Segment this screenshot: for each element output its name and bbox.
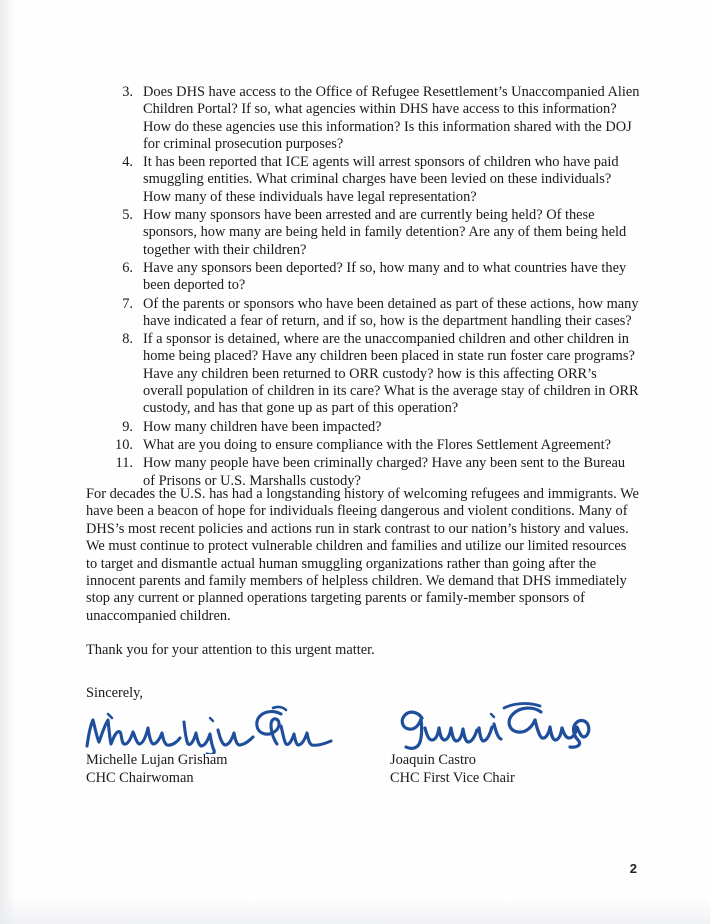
list-item-number: 4. xyxy=(122,154,133,171)
signature-block xyxy=(86,716,646,787)
signature-castro-icon xyxy=(392,698,592,754)
closing-salutation: Sincerely, xyxy=(86,685,144,701)
list-item xyxy=(104,84,640,153)
list-item-text: How many people have been criminally charged? Have any been sent to the Bureau of Prisons or U.S. Marshalls custody? xyxy=(143,455,626,489)
list-item xyxy=(104,296,640,331)
signatory-name: Joaquin Castro xyxy=(390,752,476,768)
list-item xyxy=(104,207,640,259)
list-item xyxy=(104,331,640,417)
page-number: 2 xyxy=(629,861,637,876)
signatory-title: CHC Chairwoman xyxy=(86,769,194,786)
list-item-number: 6. xyxy=(122,259,133,276)
signature-grisham-icon xyxy=(84,702,334,754)
scan-edge-artifact-left xyxy=(0,0,16,924)
question-list xyxy=(104,84,640,491)
list-item-text: It has been reported that ICE agents will arrest sponsors of children who have paid smuggling entities. What criminal charges have been levied on these individuals? How many of these individuals have legal representation? xyxy=(143,154,619,205)
list-item-text: How many children have been impacted? xyxy=(143,418,382,435)
list-item xyxy=(104,437,640,454)
scan-edge-artifact-bottom xyxy=(0,898,710,924)
list-item xyxy=(104,419,640,436)
closing-body xyxy=(86,486,639,677)
list-item-number: 9. xyxy=(122,418,133,435)
list-item-number: 8. xyxy=(122,331,133,348)
signatory-name: Michelle Lujan Grisham xyxy=(86,752,228,768)
list-item-text: How many sponsors have been arrested and are currently being held? Of these sponsors, how many are being held in family detention? Are any of them being held together with their children? xyxy=(143,207,627,258)
signatory-grisham xyxy=(86,716,386,787)
list-item-number: 5. xyxy=(122,207,133,224)
list-item xyxy=(104,154,640,206)
list-item-number: 7. xyxy=(122,295,133,312)
list-item-text: What are you doing to ensure compliance with the Flores Settlement Agreement? xyxy=(143,436,611,453)
closing-paragraph-2: Thank you for your attention to this urgent matter. xyxy=(86,642,375,659)
signatory-title: CHC First Vice Chair xyxy=(390,769,515,786)
list-item xyxy=(104,260,640,295)
signatory-castro xyxy=(386,716,646,787)
list-item-number: 11. xyxy=(115,455,133,472)
list-item-number: 3. xyxy=(122,84,133,100)
closing-paragraph-1: For decades the U.S. has had a longstanding history of welcoming refugees and immigrants. We have been a beacon of hope for individuals fleeing dangerous and violent conditions. Many of DHS’s most recent policies and actions run in stark contrast to our nation’s history and values. We must continue to protect vulnerable children and families and utilize our limited resources to target and dismantle actual human smuggling organizations rather than going after the innocent parents and family members of helpless children. We demand that DHS immediately stop any current or planned operations targeting parents or family-member sponsors of unaccompanied children. xyxy=(86,486,639,624)
list-item xyxy=(104,455,640,490)
list-item-number: 10. xyxy=(115,436,133,453)
list-item-text: Of the parents or sponsors who have been detained as part of these actions, how many have indicated a fear of return, and if so, how is the department handling their cases? xyxy=(143,295,639,329)
list-item-text: Have any sponsors been deported? If so, how many and to what countries have they been deported to? xyxy=(143,259,627,294)
list-item-text: Does DHS have access to the Office of Refugee Resettlement’s Unaccompanied Alien Children Portal? If so, what agencies within DHS have access to this information? How do these agencies use this information? Is this information shared with the DOJ for criminal prosecution purposes? xyxy=(143,84,640,152)
list-item-text: If a sponsor is detained, where are the unaccompanied children and other children in home being placed? Have any children been placed in state run foster care programs? Have any children been returned to ORR custody? how is this affecting ORR’s overall population of children in its care? What is the average stay of children in ORR custody, and has that gone up as part of this operation? xyxy=(143,331,639,417)
